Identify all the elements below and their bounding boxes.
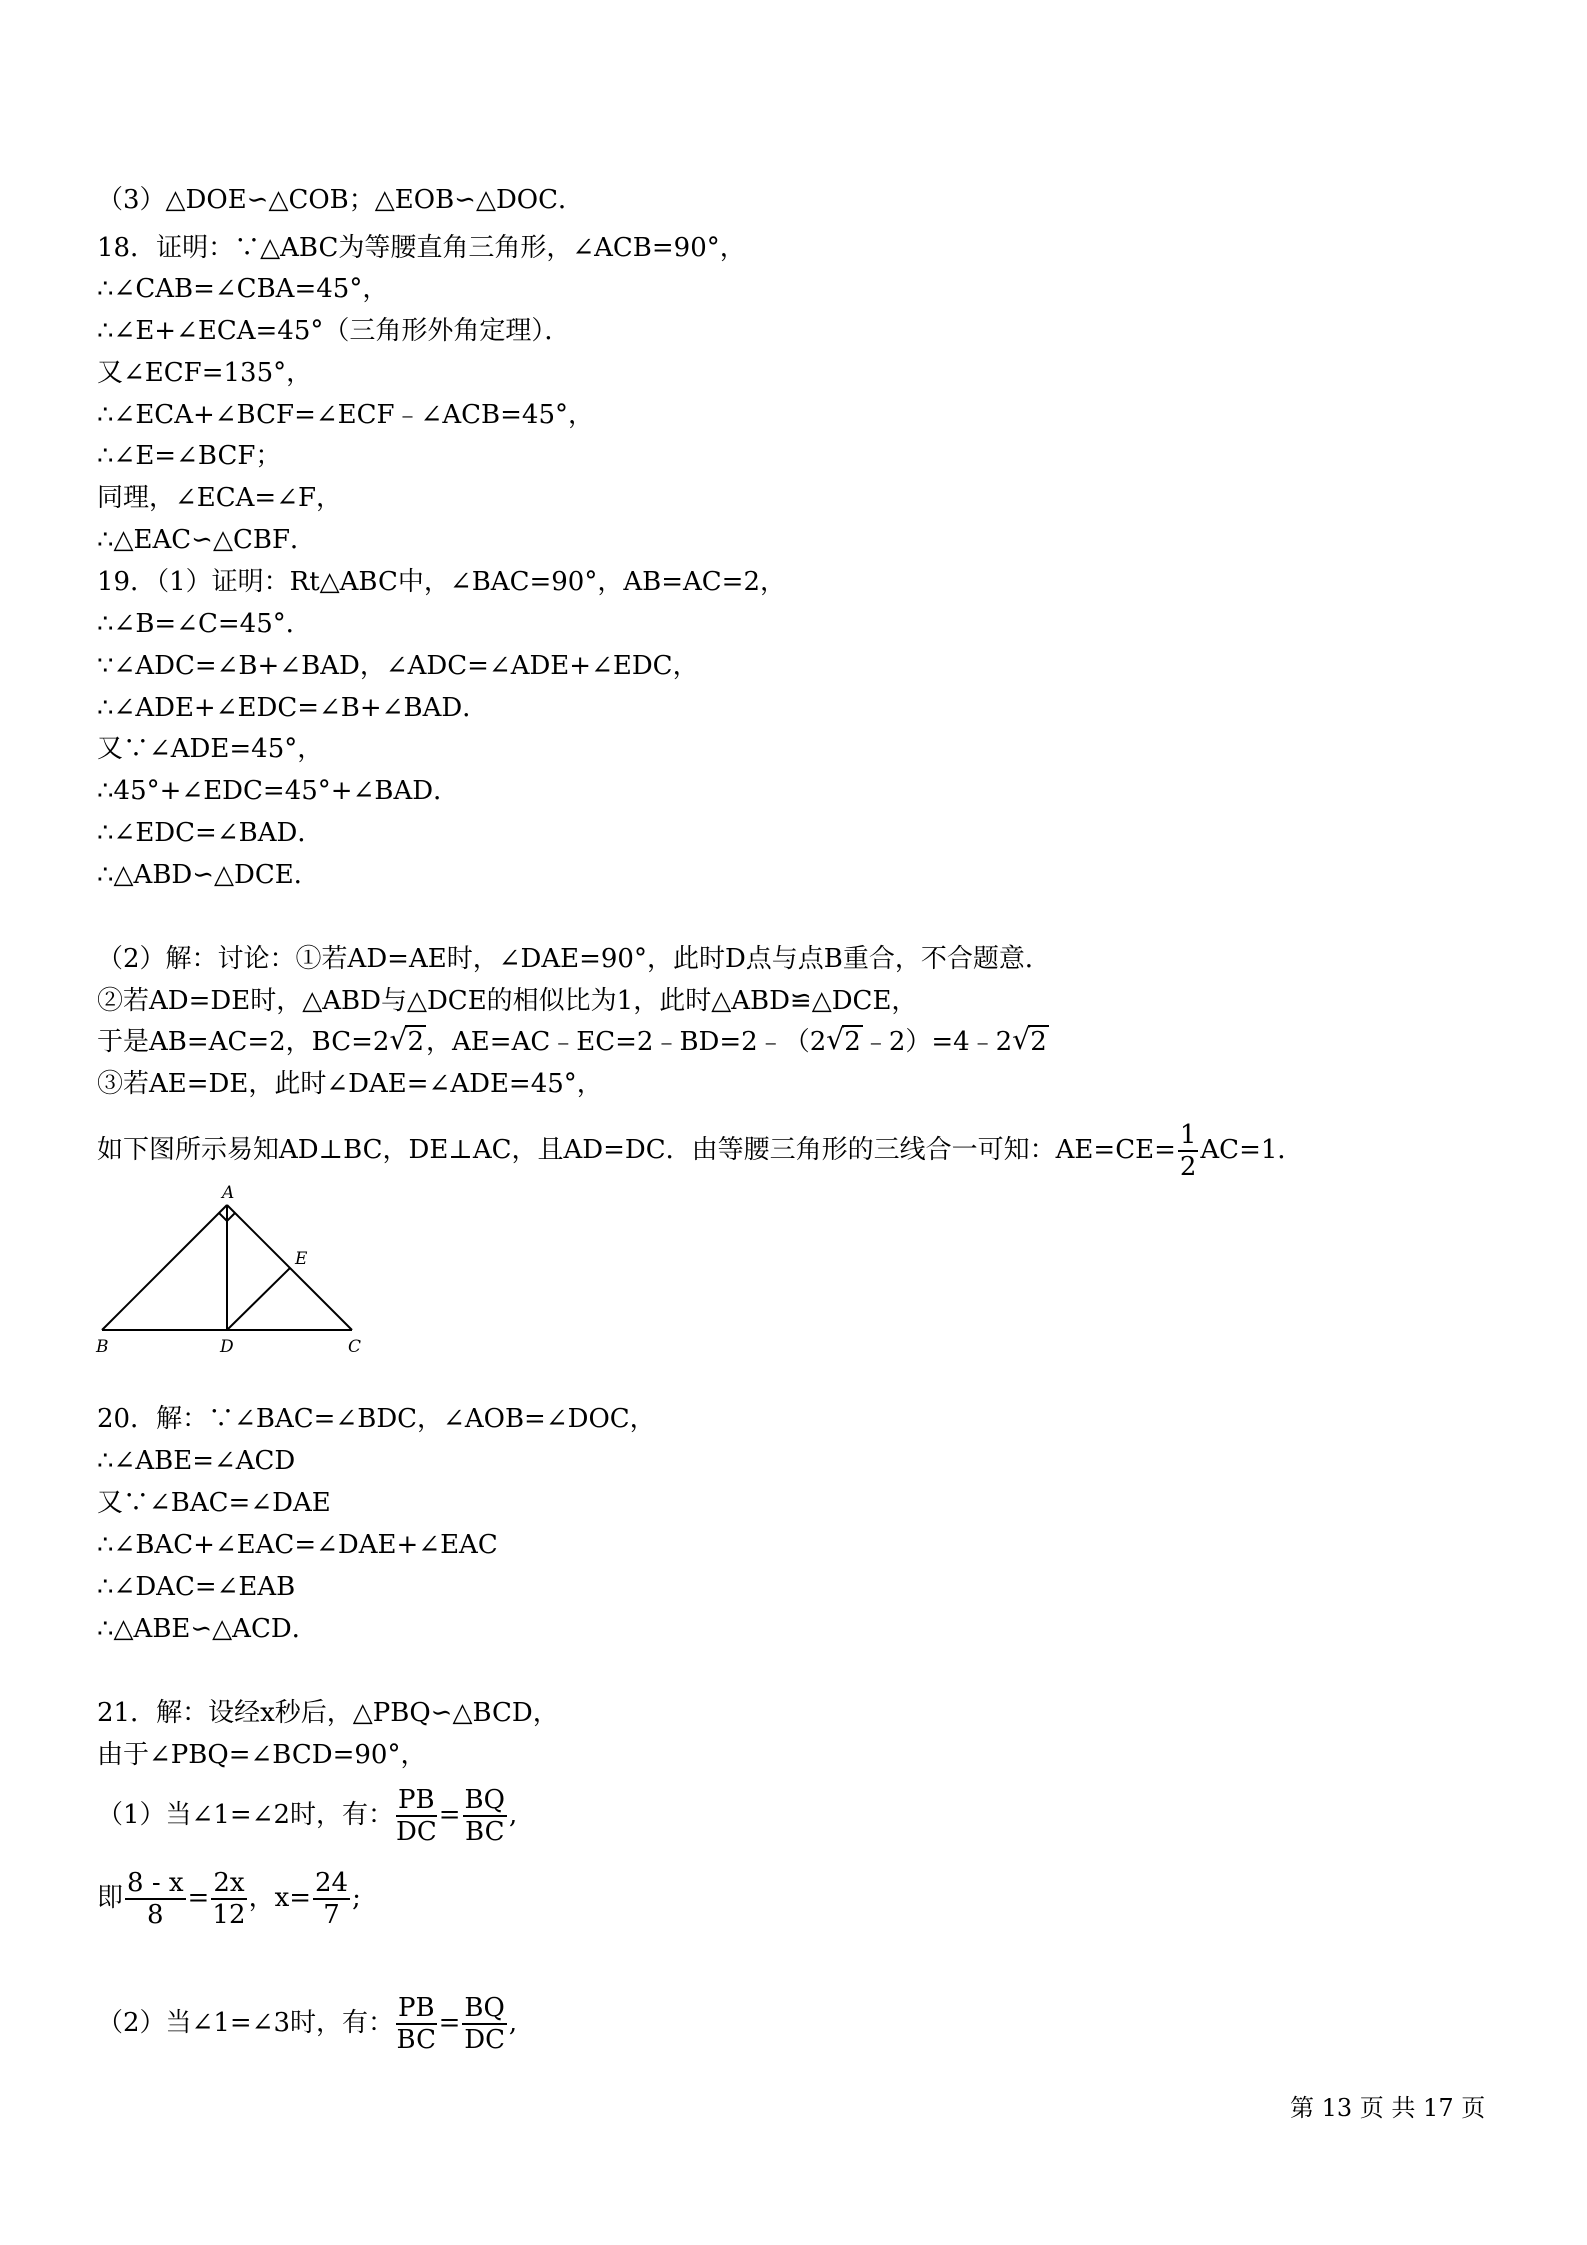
page-footer: 第 13 页 共 17 页 bbox=[1290, 2094, 1486, 2122]
text-line bbox=[97, 1993, 517, 2055]
text-line: 同理，∠ECA=∠F， bbox=[97, 483, 343, 513]
equals-sign: = bbox=[438, 1800, 461, 1830]
text-line: ∴△ABD∽△DCE． bbox=[97, 860, 320, 890]
text-line: 由于∠PBQ=∠BCD=90°， bbox=[97, 1740, 427, 1770]
text-line: 19．（1）证明：Rt△ABC中，∠BAC=90°，AB=AC=2， bbox=[97, 567, 787, 597]
fraction bbox=[396, 1993, 437, 2055]
fraction-numerator: 2x bbox=[213, 1868, 245, 1898]
fraction bbox=[125, 1868, 186, 1930]
comma: , bbox=[508, 1800, 518, 1830]
text-line: ②若AD=DE时，△ABD与△DCE的相似比为1，此时△ABD≌△DCE， bbox=[97, 986, 918, 1016]
fraction-denominator: DC bbox=[464, 2025, 505, 2055]
text-segment: ，AE=AC﹣EC=2﹣BD=2﹣（2 bbox=[426, 1027, 827, 1057]
sqrt-expression bbox=[1012, 1025, 1049, 1059]
text-line: （2）解：讨论：①若AD=AE时，∠DAE=90°，此时D点与点B重合，不合题意． bbox=[97, 944, 1051, 974]
fraction-denominator: BC bbox=[465, 1817, 505, 1847]
fraction bbox=[396, 1785, 437, 1847]
sqrt-sign: √ bbox=[389, 1023, 408, 1056]
fraction-numerator: 8 - x bbox=[127, 1868, 184, 1898]
text-line: 20．解：∵∠BAC=∠BDC，∠AOB=∠DOC， bbox=[97, 1404, 656, 1434]
equals-sign: = bbox=[438, 2008, 461, 2038]
text-line bbox=[97, 1120, 1303, 1182]
text-segment: （1）当∠1=∠2时，有： bbox=[97, 1800, 394, 1830]
fraction bbox=[313, 1868, 350, 1930]
comma: , bbox=[508, 2008, 518, 2038]
text-line: ∴∠EDC=∠BAD． bbox=[97, 818, 324, 848]
text-line: 又∵∠ADE=45°， bbox=[97, 734, 324, 764]
text-line bbox=[97, 1785, 517, 1847]
text-line: ∴∠CAB=∠CBA=45°， bbox=[97, 274, 389, 304]
text-segment: 即 bbox=[97, 1883, 124, 1913]
label-e: E bbox=[295, 1249, 308, 1269]
text-line: 又∠ECF=135°， bbox=[97, 358, 313, 388]
semicolon: ; bbox=[352, 1883, 361, 1913]
text-line: 18．证明：∵△ABC为等腰直角三角形，∠ACB=90°， bbox=[97, 233, 746, 263]
fraction bbox=[462, 1993, 506, 2055]
fraction-numerator: BQ bbox=[464, 1785, 505, 1815]
text-line bbox=[97, 1025, 1049, 1059]
triangle-figure bbox=[92, 1180, 382, 1360]
label-b: B bbox=[96, 1337, 109, 1357]
label-a: A bbox=[222, 1183, 235, 1203]
fraction-denominator: 2 bbox=[1179, 1152, 1197, 1182]
fraction-half bbox=[1178, 1120, 1199, 1182]
text-segment: （2）当∠1=∠3时，有： bbox=[97, 2008, 394, 2038]
fraction-denominator: 7 bbox=[323, 1900, 340, 1930]
text-line: （3）△DOE∽△COB；△EOB∽△DOC． bbox=[97, 185, 585, 215]
fraction bbox=[463, 1785, 507, 1847]
label-c: C bbox=[348, 1337, 362, 1357]
sqrt-sign: √ bbox=[826, 1023, 845, 1056]
text-line: 21．解：设经x秒后，△PBQ∽△BCD， bbox=[97, 1698, 559, 1728]
fraction-numerator: 1 bbox=[1179, 1120, 1197, 1150]
segment-de bbox=[227, 1268, 290, 1330]
sqrt-argument: 2 bbox=[1030, 1027, 1047, 1057]
fraction-denominator: 8 bbox=[147, 1900, 164, 1930]
text-line: ∴∠ABE=∠ACD bbox=[97, 1446, 296, 1476]
sqrt-argument: 2 bbox=[407, 1027, 425, 1057]
text-line: ∴∠B=∠C=45°． bbox=[97, 609, 312, 639]
text-line: ∵∠ADC=∠B+∠BAD，∠ADC=∠ADE+∠EDC， bbox=[97, 651, 699, 681]
fraction-denominator: DC bbox=[395, 1817, 437, 1847]
text-segment: 于是AB=AC=2，BC=2 bbox=[97, 1027, 390, 1057]
text-line: ∴△EAC∽△CBF． bbox=[97, 525, 317, 555]
sqrt-expression bbox=[826, 1025, 863, 1059]
text-segment: ﹣2）=4﹣2 bbox=[862, 1027, 1013, 1057]
text-line: ∴∠E+∠ECA=45°（三角形外角定理）． bbox=[97, 316, 571, 346]
sqrt-sign: √ bbox=[1012, 1023, 1031, 1056]
text-segment: AC=1． bbox=[1200, 1135, 1304, 1165]
text-line: ③若AE=DE，此时∠DAE=∠ADE=45°， bbox=[97, 1069, 603, 1099]
fraction bbox=[211, 1868, 246, 1930]
fraction-denominator: 12 bbox=[212, 1900, 246, 1930]
sqrt-argument: 2 bbox=[844, 1027, 861, 1057]
text-line: ∴∠ECA+∠BCF=∠ECF﹣∠ACB=45°， bbox=[97, 400, 594, 430]
text-line: ∴∠DAC=∠EAB bbox=[97, 1572, 296, 1602]
text-line: ∴45°+∠EDC=45°+∠BAD． bbox=[97, 776, 460, 806]
segment-ab bbox=[102, 1205, 227, 1330]
text-line: ∴∠ADE+∠EDC=∠B+∠BAD． bbox=[97, 693, 489, 723]
text-segment: 如下图所示易知AD⊥BC，DE⊥AC，且AD=DC．由等腰三角形的三线合一可知：AE=CE= bbox=[97, 1135, 1176, 1165]
text-segment: ，x= bbox=[248, 1883, 312, 1913]
text-line: 又∵∠BAC=∠DAE bbox=[97, 1488, 331, 1518]
sqrt-expression bbox=[389, 1025, 426, 1059]
fraction-numerator: PB bbox=[396, 1785, 437, 1817]
fraction-numerator: 24 bbox=[315, 1868, 349, 1898]
text-line: ∴∠BAC+∠EAC=∠DAE+∠EAC bbox=[97, 1530, 498, 1560]
fraction-denominator: BC bbox=[396, 2025, 437, 2055]
fraction-numerator: BQ bbox=[464, 1993, 505, 2023]
text-line bbox=[97, 1868, 361, 1930]
text-line: ∴∠E=∠BCF； bbox=[97, 441, 282, 471]
equals-sign: = bbox=[187, 1883, 210, 1913]
label-d: D bbox=[220, 1337, 234, 1357]
fraction-numerator: PB bbox=[397, 1993, 435, 2023]
text-line: ∴△ABE∽△ACD． bbox=[97, 1614, 318, 1644]
